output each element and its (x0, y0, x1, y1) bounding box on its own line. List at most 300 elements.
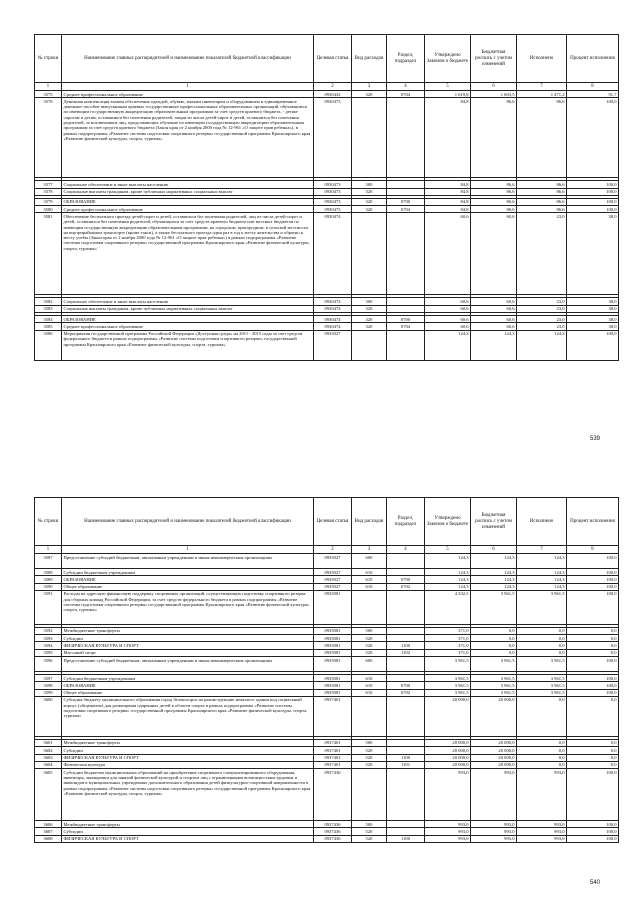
executed-value: 3 961,5 (517, 590, 567, 624)
row-name: ОБРАЗОВАНИЕ (62, 316, 314, 323)
table-row (35, 769, 619, 821)
target-article: 0937436 (314, 821, 352, 828)
section (387, 828, 425, 835)
approved-value: 20 000,0 (425, 747, 471, 754)
index-cell: 6 (471, 546, 517, 554)
executed-value: 3 961,5 (517, 689, 567, 696)
approved-value: 1 619,8 (425, 91, 471, 98)
col-header-percent: Процент исполнения (567, 498, 619, 546)
target-article: 0930473 (314, 181, 352, 188)
target-article: 0935027 (314, 576, 352, 583)
approved-value: 3 961,5 (425, 689, 471, 696)
col-header-vr: Вид расходов (352, 35, 387, 83)
approved-value: 124,3 (425, 554, 471, 569)
percent-value: 100,0 (567, 835, 619, 842)
expense-type: 320 (352, 198, 387, 205)
target-article: 0935027 (314, 330, 352, 360)
row-number: 3586 (35, 330, 62, 360)
painting-value: 3 961,5 (471, 675, 517, 682)
table-row (35, 98, 619, 178)
executed-value: 23,0 (517, 213, 567, 295)
table-row (35, 696, 619, 736)
table-body (35, 554, 619, 843)
budget-table (34, 34, 619, 361)
executed-value: 0,0 (517, 754, 567, 761)
row-number: 3583 (35, 305, 62, 312)
painting-value: 20 000,0 (471, 754, 517, 761)
index-cell: 1 (35, 546, 62, 554)
index-cell: 5 (425, 83, 471, 91)
painting-value: 993,0 (471, 828, 517, 835)
row-number: 3605 (35, 769, 62, 821)
percent-value: 100,0 (567, 682, 619, 689)
section: 0702 (387, 689, 425, 696)
section (387, 213, 425, 295)
expense-type: 500 (352, 627, 387, 634)
row-name: Социальные выплаты гражданам, кроме публичных нормативных социальных выплат (62, 305, 314, 312)
expense-type: 600 (352, 657, 387, 672)
col-header-executed: Исполнено (517, 35, 567, 83)
table-row (35, 627, 619, 634)
section: 0704 (387, 91, 425, 98)
table-row (35, 91, 619, 98)
table-row (35, 642, 619, 649)
expense-type: 520 (352, 754, 387, 761)
document-page-540 (34, 497, 618, 843)
index-cell: 1 (62, 83, 314, 91)
painting-value: 86,6 (471, 98, 517, 178)
executed-value: 0,0 (517, 761, 567, 768)
section (387, 188, 425, 195)
section (387, 554, 425, 569)
target-article: 0937401 (314, 739, 352, 746)
expense-type (352, 98, 387, 178)
row-number: 3575 (35, 91, 62, 98)
table-row (35, 590, 619, 624)
painting-value: 3 961,5 (471, 590, 517, 624)
executed-value: 0,0 (517, 739, 567, 746)
percent-value: 100,0 (567, 198, 619, 205)
percent-value: 100,0 (567, 583, 619, 590)
section: 1100 (387, 642, 425, 649)
section (387, 739, 425, 746)
expense-type: 520 (352, 761, 387, 768)
expense-type: 610 (352, 689, 387, 696)
percent-value: 100,0 (567, 689, 619, 696)
table-row (35, 657, 619, 672)
painting-value: 124,3 (471, 554, 517, 569)
target-article: 0935081 (314, 689, 352, 696)
index-cell: 4 (387, 83, 425, 91)
painting-value: 124,3 (471, 330, 517, 360)
target-article: 0935027 (314, 569, 352, 576)
percent-value: 0,0 (567, 635, 619, 642)
row-number: 3608 (35, 835, 62, 842)
percent-value: 100,0 (567, 98, 619, 178)
expense-type: 520 (352, 828, 387, 835)
target-article: 0930473 (314, 206, 352, 213)
table-row (35, 835, 619, 842)
executed-value: 23,0 (517, 298, 567, 305)
section: 0700 (387, 198, 425, 205)
row-number: 3603 (35, 754, 62, 761)
table-row (35, 323, 619, 330)
percent-value: 0,0 (567, 642, 619, 649)
executed-value: 124,3 (517, 554, 567, 569)
painting-value: 993,0 (471, 821, 517, 828)
expense-type: 520 (352, 642, 387, 649)
index-cell: 5 (425, 546, 471, 554)
table-row (35, 576, 619, 583)
executed-value: 0,0 (517, 642, 567, 649)
target-article: 0937401 (314, 747, 352, 754)
table-row (35, 188, 619, 195)
page-number: 540 (590, 880, 601, 886)
percent-value: 100,0 (567, 769, 619, 821)
painting-value: 20 000,0 (471, 739, 517, 746)
col-header-vr: Вид расходов (352, 498, 387, 546)
row-number: 3589 (35, 576, 62, 583)
approved-value: 84,8 (425, 188, 471, 195)
target-article: 0930473 (314, 98, 352, 178)
index-cell: 7 (517, 546, 567, 554)
section (387, 747, 425, 754)
table-row (35, 305, 619, 312)
section (387, 305, 425, 312)
expense-type: 520 (352, 649, 387, 656)
col-header-painting: Бюджетная роспись с учетом изменений (471, 35, 517, 83)
row-number: 3577 (35, 181, 62, 188)
executed-value: 124,3 (517, 576, 567, 583)
approved-value: 20 000,0 (425, 696, 471, 736)
table-row (35, 213, 619, 295)
row-number: 3596 (35, 657, 62, 672)
target-article: 0937401 (314, 754, 352, 761)
section (387, 696, 425, 736)
index-cell: 8 (567, 546, 619, 554)
index-cell: 2 (314, 546, 352, 554)
percent-value: 38,0 (567, 305, 619, 312)
painting-value: 60,6 (471, 316, 517, 323)
percent-value: 0,0 (567, 696, 619, 736)
table-row (35, 761, 619, 768)
expense-type: 520 (352, 747, 387, 754)
percent-value: 0,0 (567, 649, 619, 656)
table-row (35, 675, 619, 682)
painting-value: 20 000,0 (471, 761, 517, 768)
approved-value: 3 961,5 (425, 682, 471, 689)
expense-type: 520 (352, 835, 387, 842)
painting-value: 0,0 (471, 627, 517, 634)
painting-value: 86,6 (471, 206, 517, 213)
percent-value: 100,0 (567, 590, 619, 624)
table-row (35, 330, 619, 360)
table-header (35, 498, 619, 546)
row-number: 3579 (35, 198, 62, 205)
page-number: 539 (590, 436, 601, 442)
row-name: Субсидии бюджетным учреждениям (62, 675, 314, 682)
percent-value: 100,0 (567, 821, 619, 828)
approved-value: 993,0 (425, 769, 471, 821)
row-number: 3599 (35, 689, 62, 696)
percent-value: 0,0 (567, 739, 619, 746)
executed-value: 993,0 (517, 835, 567, 842)
executed-value: 0,0 (517, 747, 567, 754)
col-header-painting: Бюджетная роспись с учетом изменений (471, 498, 517, 546)
approved-value: 20 000,0 (425, 761, 471, 768)
row-name: Среднее профессиональное образование (62, 91, 314, 98)
percent-value: 100,0 (567, 657, 619, 672)
percent-value: 0,0 (567, 627, 619, 634)
approved-value: 993,0 (425, 835, 471, 842)
target-article: 0935081 (314, 649, 352, 656)
table-body (35, 91, 619, 361)
painting-value: 0,0 (471, 635, 517, 642)
target-article: 0937436 (314, 835, 352, 842)
approved-value: 3 961,5 (425, 675, 471, 682)
col-header-approved: Утверждено Законом о бюджете (425, 498, 471, 546)
table-row (35, 583, 619, 590)
row-number: 3587 (35, 554, 62, 569)
painting-value: 124,3 (471, 569, 517, 576)
section: 0700 (387, 682, 425, 689)
painting-value: 124,3 (471, 583, 517, 590)
executed-value: 0,0 (517, 696, 567, 736)
painting-value: 20 000,0 (471, 696, 517, 736)
percent-value: 100,0 (567, 675, 619, 682)
row-number: 3601 (35, 739, 62, 746)
approved-value: 993,0 (425, 828, 471, 835)
table-row (35, 747, 619, 754)
col-header-percent: Процент исполнения (567, 35, 619, 83)
row-number: 3594 (35, 642, 62, 649)
row-name: Субсидии бюджетам муниципальных образований на приобретение спортивного специализированного оборудования, инвентаря, экипировки для занятий физической культурой и спортом лиц с ограниченными возможностями здоровья и инвалидов в муниципальных учреждениях дополнительного образования детей физкультурно-спортивной направленности в рамках подпрограммы «Развитие системы подготовки спортивного резерва» государственной программы Красноярского края «Развитие физической культуры, спорта, туризма» (62, 769, 314, 821)
executed-value: 86,6 (517, 188, 567, 195)
painting-value: 3 961,5 (471, 657, 517, 672)
approved-value: 371,0 (425, 635, 471, 642)
percent-value: 38,0 (567, 316, 619, 323)
painting-value: 0,0 (471, 649, 517, 656)
executed-value: 23,0 (517, 316, 567, 323)
section: 1102 (387, 649, 425, 656)
row-number: 3590 (35, 583, 62, 590)
expense-type: 500 (352, 821, 387, 828)
executed-value: 3 961,5 (517, 657, 567, 672)
approved-value: 60,6 (425, 323, 471, 330)
row-number: 3592 (35, 627, 62, 634)
col-header-approved: Утверждено Законом о бюджете (425, 35, 471, 83)
row-number: 3582 (35, 298, 62, 305)
col-header-name: Наименование главных распорядителей и наименование показателей бюджетной классификации (62, 498, 314, 546)
section (387, 675, 425, 682)
index-cell: 3 (352, 546, 387, 554)
row-number: 3584 (35, 316, 62, 323)
approved-value: 20 000,0 (425, 754, 471, 761)
row-name: Социальное обеспечение и иные выплаты населению (62, 298, 314, 305)
target-article: 0935027 (314, 554, 352, 569)
expense-type: 320 (352, 305, 387, 312)
target-article: 0930432 (314, 91, 352, 98)
row-name: Денежная компенсация взамен обеспечения одеждой, обувью, мягким инвентарем и оборудованием и единовременное денежное пособие выпускникам краевых государственных профессиональных образовательных организаций, обучавшимся по имеющим государственную аккредитацию образовательным программам за счет средств краевого бюджета, - детям-сиротам и детям, оставшимся без попечения родителей, лицам из числа детей-сирот и детей, оставшихся без попечения родителей, за исключением лиц, продолжающих обучение по имеющим государственную аккредитацию образовательным программам за счет средств краевого бюджета (Закон края от 2 ноября 2000 года № 12-961 «О защите прав ребенка»), в рамках подпрограммы «Развитие системы подготовки спортивного резерва» государственной программы Красноярского края «Развитие физической культуры, спорта, туризма» (62, 98, 314, 178)
executed-value: 993,0 (517, 828, 567, 835)
executed-value: 86,6 (517, 181, 567, 188)
percent-value: 0,0 (567, 754, 619, 761)
approved-value: 84,8 (425, 98, 471, 178)
section: 1100 (387, 835, 425, 842)
expense-type (352, 769, 387, 821)
section (387, 657, 425, 672)
row-name: Расходы на адресную финансовую поддержку спортивных организаций, осуществляющих подготовку спортивного резерва для сборных команд Российской Федерации, за счет средств федерального бюджета в рамках подпрограммы «Развитие системы подготовки спортивного резерва» государственной программы Красноярского края «Развитие физической культуры, спорта, туризма» (62, 590, 314, 624)
row-name: Обеспечение бесплатного проезда детей-сирот и детей, оставшихся без попечения родителей, лиц из числа детей-сирот и детей, оставшихся без попечения родителей, обучающихся за счет средств краевого бюджета или местных бюджетов по имеющим государственную аккредитацию образовательным программам, на городском, пригородном, в сельской местности на внутрирайонном транспорте (кроме такси), а также бесплатного проезда один раз в год к месту жительства и обратно к месту учебы (Закон края от 2 ноября 2000 года № 12-961 «О защите прав ребенка») в рамках подпрограммы «Развитие системы подготовки спортивного резерва» государственной программы Красноярского края «Развитие физической культуры, спорта, туризма» (62, 213, 314, 295)
column-index-row (35, 546, 619, 554)
index-cell: 1 (62, 546, 314, 554)
table-header (35, 35, 619, 83)
painting-value: 3 961,5 (471, 689, 517, 696)
row-number: 3576 (35, 98, 62, 178)
executed-value: 86,6 (517, 198, 567, 205)
target-article: 0930473 (314, 198, 352, 205)
index-cell: 7 (517, 83, 567, 91)
percent-value: 100,0 (567, 188, 619, 195)
col-header-num: № строки (35, 498, 62, 546)
row-number: 3602 (35, 747, 62, 754)
target-article: 0935081 (314, 635, 352, 642)
row-number: 3588 (35, 569, 62, 576)
row-number: 3606 (35, 821, 62, 828)
percent-value: 100,0 (567, 330, 619, 360)
row-name: Субсидии (62, 747, 314, 754)
target-article: 0935027 (314, 583, 352, 590)
expense-type: 320 (352, 91, 387, 98)
row-name: Межбюджетные трансферты (62, 739, 314, 746)
approved-value: 371,0 (425, 627, 471, 634)
row-name: Общее образование (62, 689, 314, 696)
expense-type (352, 213, 387, 295)
approved-value: 124,3 (425, 330, 471, 360)
percent-value: 100,0 (567, 576, 619, 583)
col-header-rz: Раздел, подраздел (387, 35, 425, 83)
row-name: ФИЗИЧЕСКАЯ КУЛЬТУРА И СПОРТ (62, 835, 314, 842)
painting-value: 124,3 (471, 576, 517, 583)
target-article: 0930474 (314, 213, 352, 295)
approved-value: 60,6 (425, 213, 471, 295)
section (387, 298, 425, 305)
section (387, 821, 425, 828)
approved-value: 4 332,5 (425, 590, 471, 624)
target-article: 0937436 (314, 769, 352, 821)
expense-type: 500 (352, 739, 387, 746)
table-row (35, 754, 619, 761)
percent-value: 100,0 (567, 206, 619, 213)
section: 0704 (387, 323, 425, 330)
expense-type (352, 590, 387, 624)
row-name: Социальное обеспечение и иные выплаты населению (62, 181, 314, 188)
index-cell: 6 (471, 83, 517, 91)
expense-type: 610 (352, 569, 387, 576)
approved-value: 993,0 (425, 821, 471, 828)
expense-type: 600 (352, 554, 387, 569)
executed-value: 86,6 (517, 206, 567, 213)
col-header-rz: Раздел, подраздел (387, 498, 425, 546)
target-article: 0935081 (314, 590, 352, 624)
executed-value: 0,0 (517, 627, 567, 634)
expense-type: 610 (352, 675, 387, 682)
index-cell: 3 (352, 83, 387, 91)
expense-type: 320 (352, 316, 387, 323)
target-article: 0930474 (314, 316, 352, 323)
executed-value: 124,3 (517, 330, 567, 360)
row-name: Социальные выплаты гражданам, кроме публичных нормативных социальных выплат (62, 188, 314, 195)
row-number: 3597 (35, 675, 62, 682)
section: 0702 (387, 583, 425, 590)
section (387, 181, 425, 188)
target-article: 0937401 (314, 696, 352, 736)
section: 0704 (387, 206, 425, 213)
index-cell: 4 (387, 546, 425, 554)
target-article: 0935081 (314, 675, 352, 682)
percent-value: 38,0 (567, 323, 619, 330)
budget-table (34, 497, 619, 843)
col-header-name: Наименование главных распорядителей и наименование показателей бюджетной классификации (62, 35, 314, 83)
painting-value: 86,6 (471, 198, 517, 205)
row-number: 3604 (35, 761, 62, 768)
row-name: Мероприятия государственной программы Российской Федерации «Доступная среда» на 2011 - 2015 годы за счет средств федерального бюджета в рамках подпрограммы «Развитие системы подготовки спортивного резерва» государственной программы Красноярского края «Развитие физической культуры, спорта, туризма» (62, 330, 314, 360)
row-number: 3591 (35, 590, 62, 624)
row-name: ОБРАЗОВАНИЕ (62, 198, 314, 205)
table-row (35, 569, 619, 576)
approved-value: 3 961,5 (425, 657, 471, 672)
painting-value: 993,0 (471, 769, 517, 821)
col-header-cs: Целевая статья (314, 498, 352, 546)
section (387, 635, 425, 642)
document-page-539 (34, 34, 618, 361)
executed-value: 0,0 (517, 635, 567, 642)
section: 0700 (387, 576, 425, 583)
expense-type: 610 (352, 576, 387, 583)
target-article: 0935081 (314, 682, 352, 689)
row-name: Субсидии (62, 828, 314, 835)
row-number: 3593 (35, 635, 62, 642)
percent-value: 91,7 (567, 91, 619, 98)
table-row (35, 554, 619, 569)
row-name: Субсидии (62, 635, 314, 642)
section: 1101 (387, 761, 425, 768)
table-row (35, 682, 619, 689)
target-article: 0930474 (314, 298, 352, 305)
painting-value: 60,6 (471, 323, 517, 330)
section: 0700 (387, 316, 425, 323)
target-article: 0937436 (314, 828, 352, 835)
row-name: Предоставление субсидий бюджетным, автономным учреждениям и иным некоммерческим организациям (62, 554, 314, 569)
row-name: ФИЗИЧЕСКАЯ КУЛЬТУРА И СПОРТ (62, 754, 314, 761)
executed-value: 124,3 (517, 569, 567, 576)
expense-type (352, 330, 387, 360)
percent-value: 38,0 (567, 213, 619, 295)
table-row (35, 198, 619, 205)
percent-value: 0,0 (567, 747, 619, 754)
table-row (35, 206, 619, 213)
approved-value: 84,8 (425, 206, 471, 213)
index-cell: 8 (567, 83, 619, 91)
row-name: ФИЗИЧЕСКАЯ КУЛЬТУРА И СПОРТ (62, 642, 314, 649)
row-name: Межбюджетные трансферты (62, 627, 314, 634)
executed-value: 23,0 (517, 305, 567, 312)
table-row (35, 649, 619, 656)
executed-value: 3 961,5 (517, 682, 567, 689)
row-number: 3581 (35, 213, 62, 295)
table-row (35, 635, 619, 642)
approved-value: 371,0 (425, 649, 471, 656)
